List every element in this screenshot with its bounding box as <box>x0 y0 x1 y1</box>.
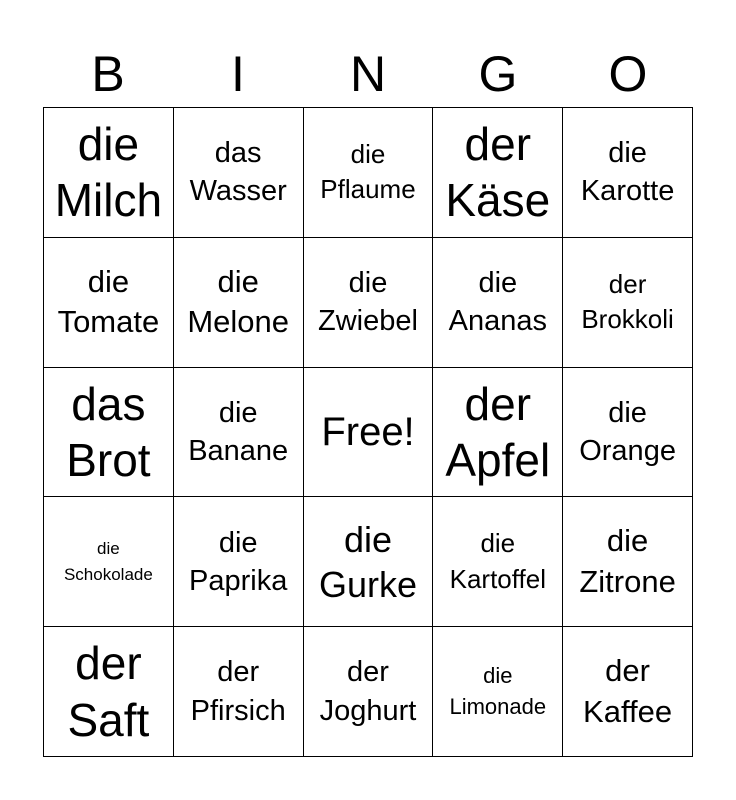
cell-label: der Apfel <box>445 377 551 486</box>
cell-label: die Melone <box>187 263 290 340</box>
cell-label: die Milch <box>54 118 163 227</box>
cell-label: die Paprika <box>189 526 288 597</box>
cell-label: die Karotte <box>580 137 675 208</box>
cell-label: der Pfirsich <box>190 656 286 727</box>
bingo-cell[interactable] <box>174 497 304 627</box>
cell-label: die Limonade <box>449 662 547 719</box>
bingo-cell[interactable] <box>44 497 174 627</box>
free-space-label: Free! <box>321 409 415 454</box>
bingo-cell[interactable] <box>174 108 304 238</box>
cell-label: der Saft <box>67 637 150 746</box>
cell-label: die Orange <box>579 396 676 467</box>
bingo-cell[interactable] <box>563 497 693 627</box>
cell-label: die Banane <box>188 396 289 467</box>
bingo-cell[interactable] <box>44 627 174 757</box>
bingo-cell[interactable] <box>44 108 174 238</box>
bingo-cell[interactable] <box>304 627 434 757</box>
bingo-cell[interactable] <box>433 497 563 627</box>
bingo-header <box>43 40 693 108</box>
cell-label: die Zitrone <box>579 523 676 599</box>
cell-label: der Käse <box>445 118 551 227</box>
cell-label: der Brokkoli <box>581 268 674 335</box>
cell-label: das Brot <box>66 377 151 486</box>
bingo-cell[interactable] <box>174 368 304 498</box>
header-letter-o: O <box>608 46 648 102</box>
bingo-cell[interactable] <box>304 238 434 368</box>
bingo-cell[interactable] <box>563 368 693 498</box>
cell-label: die Schokolade <box>63 539 153 584</box>
cell-label: die Tomate <box>57 263 160 340</box>
bingo-cell[interactable] <box>563 238 693 368</box>
cell-label: der Joghurt <box>319 656 417 727</box>
bingo-cell[interactable] <box>433 368 563 498</box>
header-letter-g: G <box>478 46 518 102</box>
bingo-cell[interactable] <box>433 108 563 238</box>
bingo-cell[interactable] <box>174 238 304 368</box>
cell-label: die Zwiebel <box>318 266 418 338</box>
cell-label: die Kartoffel <box>449 528 546 594</box>
cell-label: die Gurke <box>318 518 418 605</box>
cell-label: das Wasser <box>189 137 287 208</box>
bingo-cell[interactable] <box>44 368 174 498</box>
header-letter-n: N <box>349 46 387 102</box>
header-letter-i: I <box>231 46 245 102</box>
bingo-board <box>43 107 693 757</box>
bingo-cell[interactable] <box>304 108 434 238</box>
cell-label: die Pflaume <box>320 139 416 205</box>
bingo-cell[interactable] <box>174 627 304 757</box>
cell-label: die Ananas <box>448 266 547 338</box>
free-space-cell[interactable] <box>304 368 434 498</box>
bingo-cell[interactable] <box>304 497 434 627</box>
bingo-cell[interactable] <box>563 627 693 757</box>
bingo-cell[interactable] <box>563 108 693 238</box>
cell-label: der Kaffee <box>583 653 673 729</box>
bingo-cell[interactable] <box>44 238 174 368</box>
bingo-cell[interactable] <box>433 627 563 757</box>
header-letter-b: B <box>91 46 125 102</box>
bingo-cell[interactable] <box>433 238 563 368</box>
